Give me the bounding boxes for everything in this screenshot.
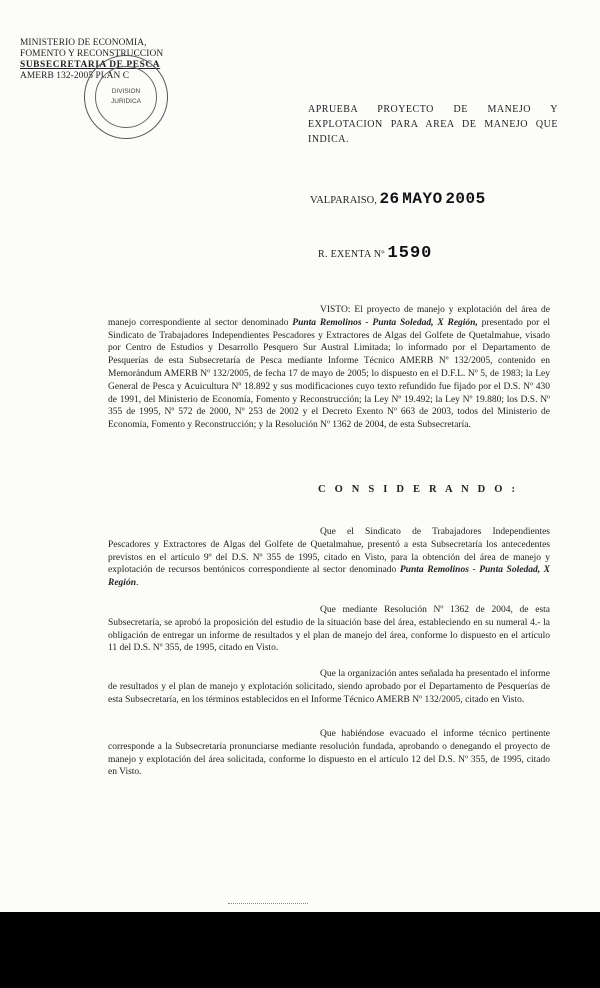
seal-line-2: JURIDICA bbox=[111, 98, 141, 105]
visto-text-1: El proyecto de manejo y explotación del área de manejo correspondiente al sector denominado bbox=[108, 305, 551, 328]
considerando-paragraph-2: Que mediante Resolución Nº 1362 de 2004, de esta Subsecretaría, se aprobó la proposición del estudio de la situación base del área, estableciendo en su numeral 4.- la obligación de entregar un informe de resultados y el plan de manejo del área, conforme lo dispuesto en el artículo 11 del D.S. Nº 355, de 1995, citado en Visto. bbox=[108, 605, 550, 654]
visto-text-2: presentado por el Sindicato de Trabajadores Independientes Pescadores y Extractores de Algas del Golfete de Quetalmahue, visado por Centro de Estudios y Desarrollo Pesquero Sur Austral Limitada; lo informado por el Departamento de Pesquerías de esta Subsecretaría de Pesca mediante Informe Técnico AMERB Nº 132/2005, contenido en Memorándum AMERB Nº 132/2005, de fecha 17 de mayo de 2005; lo dispuesto en el D.F.L. Nº 5, de 1983; la Ley General de Pesca y Acuicultura Nº 18.892 y sus modificaciones cuyo texto refundido fue fijado por el D.S. Nº 430 de 1991, del Ministerio de Economía, Fomento y Reconstrucción; la Ley Nº 19.492; la Ley Nº 19.880; los D.S. Nº 355 de 1995, Nº 572 de 2000, Nº 253 de 2002 y el Decreto Exento Nº 663 de 2003, todos del Ministerio de Economía, Fomento y Reconstrucción; y la Resolución Nº 1362 de 2004, de esta Subsecretaría. bbox=[108, 317, 550, 431]
ministry-line-2: FOMENTO Y RECONSTRUCCION bbox=[20, 49, 164, 59]
visto-label: VISTO: bbox=[320, 305, 351, 315]
reference-line: AMERB 132-2005 PLAN C bbox=[20, 71, 130, 81]
considerando-1-sector: Punta Remolinos - Punta Soledad, X Región bbox=[108, 565, 550, 589]
resolution-label: R. EXENTA Nº bbox=[318, 249, 385, 260]
date-month: MAYO bbox=[402, 190, 443, 208]
division-seal-stamp bbox=[84, 55, 168, 139]
ministry-line-1: MINISTERIO DE ECONOMIA, bbox=[20, 38, 147, 48]
date-day: 26 bbox=[379, 190, 400, 208]
place-and-date bbox=[310, 190, 486, 208]
considerando-paragraph-3: Que la organización antes señalada ha presentado el informe de resultados y el plan de manejo y explotación solicitado, siendo aprobado por el Departamento de Pesquerías de esta Subsecretaría, en los términos establecidos en el Informe Técnico AMERB Nº 132/2005, citado en Visto. bbox=[108, 669, 550, 705]
seal-line-1: DIVISION bbox=[111, 88, 141, 95]
resolution-subject: APRUEBA PROYECTO DE MANEJO Y EXPLOTACION PARA AREA DE MANEJO QUE INDICA. bbox=[308, 104, 558, 145]
visto-sector: Punta Remolinos - Punta Soledad, X Región, bbox=[292, 317, 478, 328]
scan-black-border bbox=[0, 912, 600, 988]
scan-noise bbox=[228, 903, 308, 907]
resolution-number bbox=[318, 244, 432, 263]
considerando-paragraph-1 bbox=[108, 526, 550, 590]
considerando-1-text: Que el Sindicato de Trabajadores Independientes Pescadores y Extractores de Algas del Golfete de Quetalmahue, presentó a esta Subsecretaría los antecedentes previstos en el artículo 9º del D.S. Nº 355 de 1995, citado en Visto, para la obtención del área de manejo y explotación de recursos bentónicos correspondiente al sector denominado bbox=[108, 527, 550, 576]
considerando-paragraph-4: Que habiéndose evacuado el informe técnico pertinente corresponde a la Subsecretaría pronunciarse mediante resolución fundada, aprobando o denegando el proyecto de manejo y explotación del área solicitada, conforme lo dispuesto en el artículo 12 del D.S. Nº 355, de 1995, citado en Visto. bbox=[108, 729, 550, 778]
considerando-heading: C O N S I D E R A N D O : bbox=[318, 484, 519, 495]
resolution-number-value: 1590 bbox=[387, 244, 433, 263]
considerando-1-end: . bbox=[135, 578, 139, 589]
visto-paragraph bbox=[108, 304, 550, 432]
subsecretaria-line: SUBSECRETARIA DE PESCA bbox=[20, 60, 161, 70]
place-text: VALPARAISO, bbox=[310, 195, 377, 206]
date-year: 2005 bbox=[445, 190, 486, 208]
